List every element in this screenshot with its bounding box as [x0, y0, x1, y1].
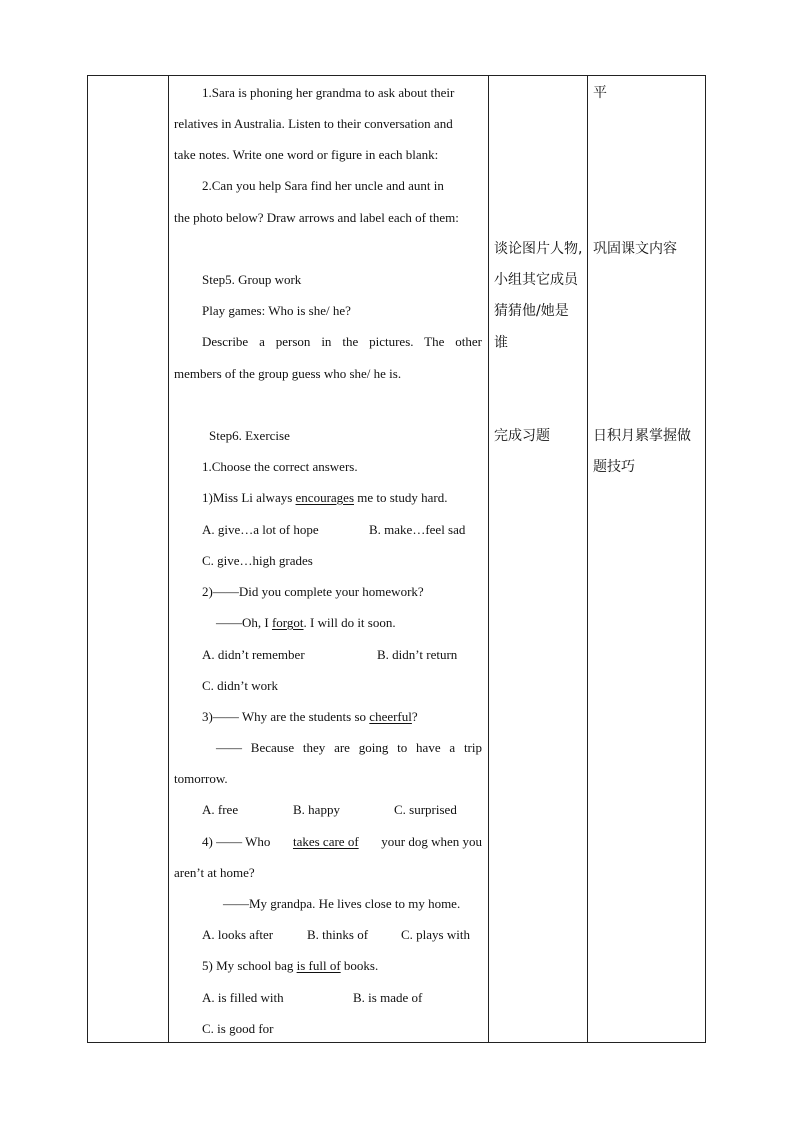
question-2: 2)——Did you complete your homework?	[202, 584, 424, 599]
question-text: 5) My school bag	[202, 958, 297, 973]
question-text: 3)—— Why are the students so	[202, 709, 370, 724]
step5-description: Describe a person in the pictures. The other	[202, 334, 482, 349]
option-c: C. is good for	[202, 1021, 274, 1036]
option-b: B. is made of	[353, 990, 423, 1005]
activity-text: 猜猜他/她是	[494, 303, 569, 319]
activity-text: 小组其它成员	[494, 272, 578, 288]
question-text: 4) —— Who	[202, 834, 271, 849]
step5-description: members of the group guess who she/ he is.	[174, 366, 402, 381]
photo-task-line: the photo below? Draw arrows and label each of them:	[174, 210, 459, 225]
listening-task-line: take notes. Write one word or figure in each blank:	[174, 147, 439, 162]
intent-text: 题技巧	[593, 459, 635, 475]
question-text: ?	[411, 709, 418, 724]
intent-text: 巩固课文内容	[593, 241, 677, 257]
question-2-response	[216, 615, 396, 631]
listening-task-line: relatives in Australia. Listen to their conversation and	[174, 116, 453, 131]
question-4	[202, 834, 482, 850]
photo-task-line: 2.Can you help Sara find her uncle and aunt in	[202, 178, 444, 193]
question-3	[202, 709, 418, 725]
option-a: A. give…a lot of hope	[202, 522, 319, 537]
question-1	[202, 490, 448, 506]
question-text: ——Oh, I	[216, 615, 272, 630]
option-c: C. surprised	[394, 802, 457, 817]
step6-title: Step6. Exercise	[209, 428, 290, 443]
blank-column-cell	[88, 76, 168, 1042]
teaching-steps-cell	[168, 76, 488, 1042]
activity-text: 谁	[494, 335, 508, 351]
option-a: A. looks after	[202, 927, 274, 942]
underlined-word: forgot	[271, 615, 304, 630]
underlined-word: encourages	[295, 490, 354, 505]
option-b: B. didn’t return	[377, 647, 458, 662]
question-text: your dog when you	[381, 834, 482, 849]
option-c: C. plays with	[401, 927, 470, 942]
option-c: C. give…high grades	[202, 553, 313, 568]
step5-game: Play games: Who is she/ he?	[202, 303, 351, 318]
option-c: C. didn’t work	[202, 678, 278, 693]
step5-title: Step5. Group work	[202, 272, 302, 287]
option-b: B. thinks of	[307, 927, 369, 942]
listening-task-line: 1.Sara is phoning her grandma to ask about their	[202, 85, 455, 100]
design-intent-cell	[587, 76, 707, 1042]
option-b: B. make…feel sad	[369, 522, 466, 537]
question-text: 1)Miss Li always	[202, 490, 296, 505]
question-5	[202, 958, 378, 974]
intent-text: 平	[593, 85, 607, 101]
question-text: books.	[340, 958, 379, 973]
lesson-plan-table	[87, 75, 706, 1043]
underlined-word: cheerful	[369, 709, 412, 724]
question-text: . I will do it soon.	[303, 615, 396, 630]
underlined-word: takes care of	[292, 834, 359, 849]
question-text: me to study hard.	[354, 490, 448, 505]
student-activity-cell	[488, 76, 587, 1042]
option-b: B. happy	[293, 802, 340, 817]
question-4-response: ——My grandpa. He lives close to my home.	[223, 896, 461, 911]
activity-text: 完成习题	[494, 428, 550, 444]
activity-text: 谈论图片人物,	[494, 241, 583, 257]
underlined-word: is full of	[296, 958, 341, 973]
option-a: A. is filled with	[202, 990, 284, 1005]
option-a: A. free	[202, 802, 239, 817]
question-3-response: —— Because they are going to have a trip	[216, 740, 482, 755]
question-3-response: tomorrow.	[174, 771, 228, 786]
option-a: A. didn’t remember	[202, 647, 305, 662]
exercise-intro: 1.Choose the correct answers.	[202, 459, 358, 474]
intent-text: 日积月累掌握做	[593, 428, 691, 444]
question-4-line: aren’t at home?	[174, 865, 255, 880]
